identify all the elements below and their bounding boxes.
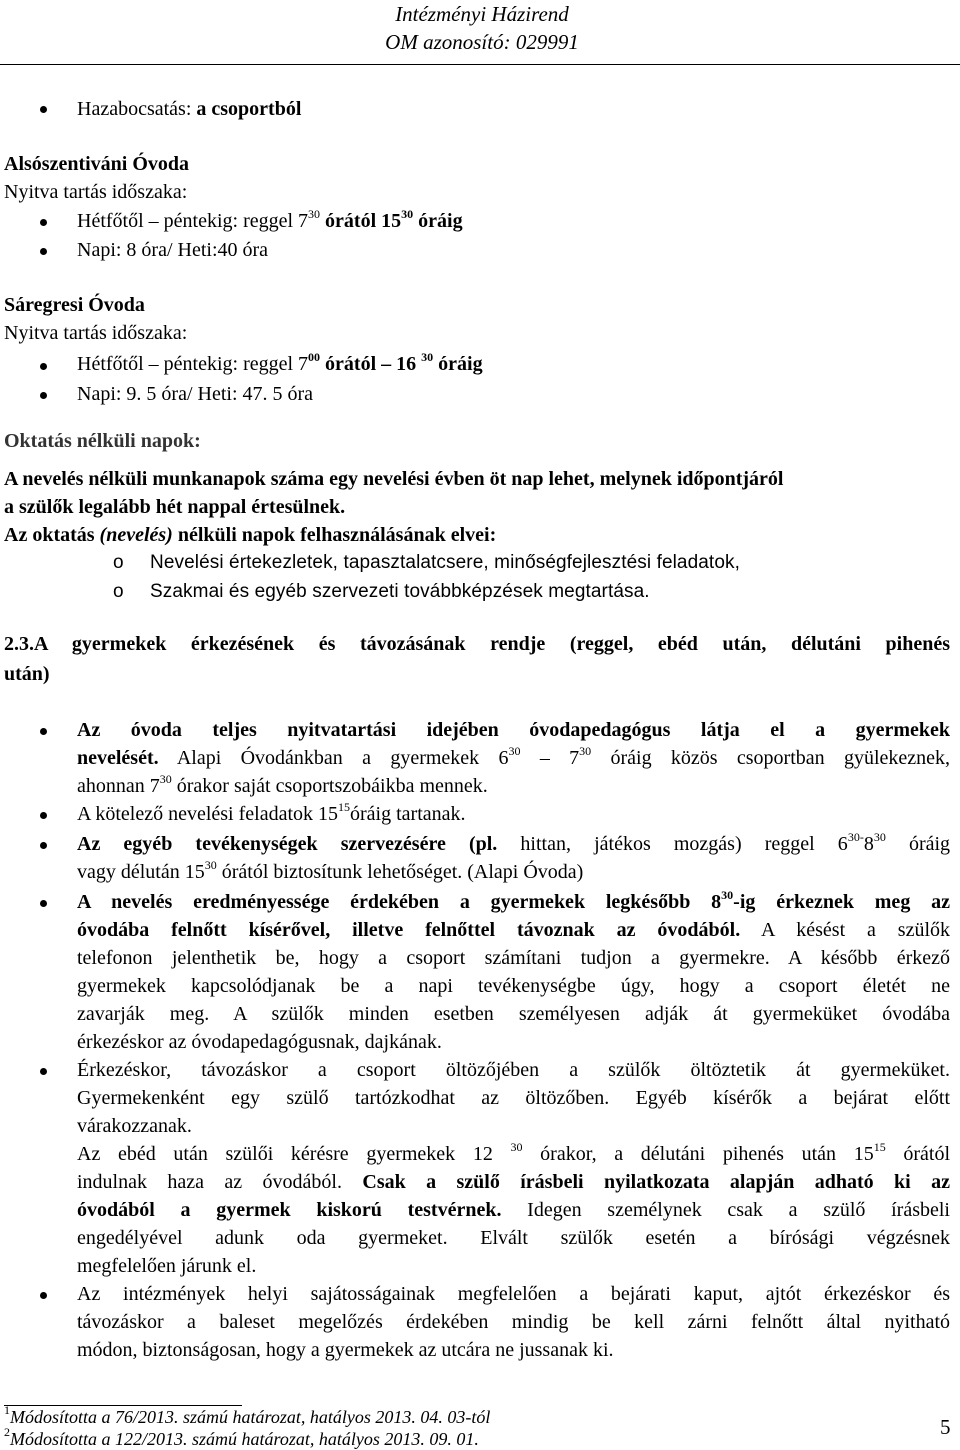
- s23-b2: A kötelező nevelési feladatok $15^{15}óráig$ tartanak.: [77, 800, 466, 825]
- s23-b5-line4: Az ebéd után szülői kérésre gyermekek 12 $^{30}$ órakor, a délutáni pihenés után $15^{15}$ órától: [77, 1140, 951, 1165]
- oktatas-para2: Az oktatás (nevelés) nélküli napok felhasználásának elvei:: [4, 524, 497, 546]
- bullet-icon: [40, 106, 47, 113]
- bullet-icon: [40, 842, 47, 849]
- s23-b5-line2: Gyermekenként egy szülő tartózkodhat az öltözőben. Egyéb kísérők a bejárat előtt: [77, 1087, 950, 1109]
- s23-b3-line1: Az egyéb tevékenységek szervezésére (pl. hittan, játékos mozgás) reggel $6^{30-}8^{30}$ óráig: [77, 830, 951, 855]
- alsoszentivani-weekly: Napi: 8 óra/ Heti:40 óra: [77, 239, 269, 261]
- section-2-3-title-line1: 2.3.A gyermekek érkezésének és távozásának rendje (reggel, ebéd után, délutáni pihenés: [4, 633, 950, 655]
- s23-b4-line2: óvodába felnőtt kísérővel, illetve felnőttel távoznak az óvodából. A késést a szülők: [77, 919, 951, 941]
- s23-b4-line4: gyermekek kapcsolódjanak be a napi tevékenységbe úgy, hogy a csoport életét ne: [77, 975, 950, 997]
- saregresi-weekly: Napi: 9. 5 óra/ Heti: 47. 5 óra: [77, 383, 314, 405]
- bullet-icon: [40, 812, 47, 819]
- hazabocsatas-item: Hazabocsatás: a csoportból: [77, 98, 302, 120]
- header-divider: [0, 64, 960, 65]
- bullet-icon: [40, 219, 47, 226]
- s23-b6-line1: Az intézmények helyi sajátosságainak megfelelően a bejárati kaput, ajtót érkezéskor és: [77, 1283, 950, 1305]
- s23-b5-line5: indulnak haza az óvodából. Csak a szülő írásbeli nyilatkozata alapján adható ki az: [77, 1171, 950, 1193]
- bullet-icon: [40, 248, 47, 255]
- s23-b4-line1: A nevelés eredményessége érdekében a gyermekek legkésőbb $8^{30}-ig$ érkeznek meg az: [77, 888, 951, 913]
- s23-b1-line2: nevelését. Alapi Óvodánkban a gyermekek $6^{30} - 7^{30}$ óráig közös csoportban gyülekeznek,: [77, 744, 951, 769]
- oktatas-item-1: Nevelési értekezletek, tapasztalatcsere, minőségfejlesztési feladatok,: [150, 552, 740, 573]
- bullet-icon: [40, 363, 47, 370]
- saregresi-subtitle: Nyitva tartás időszaka:: [4, 322, 188, 344]
- saregresi-hours: Hétfőtől – péntekig: reggel $7^{00}$ órától – 16 $^{30}$ óráig: [77, 350, 483, 375]
- section-2-3-title-line2: után): [4, 663, 50, 685]
- saregresi-title: Sáregresi Óvoda: [4, 294, 145, 316]
- header-om-id: OM azonosító: 029991: [385, 30, 579, 54]
- bullet-icon: [40, 900, 47, 907]
- s23-b1-line3: ahonnan $7^{30}$ órakor saját csoportszobáikba mennek.: [77, 772, 488, 797]
- s23-b4-line5: zavarják meg. A szülők minden esetben személyesen adják át gyermeküket óvodába: [77, 1003, 950, 1025]
- alsoszentivani-hours: Hétfőtől – péntekig: reggel $7^{30}$ órától $15^{30}$ óráig: [77, 207, 463, 232]
- s23-b6-line2: távozáskor a baleset megelőzés érdekében mindig be kell zárni felnőtt által nyitható: [77, 1311, 950, 1333]
- page-header: [367, 0, 597, 56]
- footnote-1: $^1$Módosította a 76/2013. számú határozat, hatályos 2013. 04. 03-tól: [4, 1403, 491, 1427]
- s23-b5-line1: Érkezéskor, távozáskor a csoport öltözőjében a szülők öltöztetik át gyermeküket.: [77, 1059, 950, 1081]
- header-title: Intézményi Házirend: [395, 2, 569, 26]
- alsoszentivani-title: Alsószentiváni Óvoda: [4, 153, 190, 175]
- oktatas-title: Oktatás nélküli napok:: [4, 430, 201, 452]
- page-number: 5: [940, 1415, 951, 1439]
- s23-b3-line2: vagy délután $15^{30}$ órától biztosítunk lehetőséget. (Alapi Óvoda): [77, 858, 584, 883]
- bullet-icon: [40, 728, 47, 735]
- o-bullet-icon: o: [113, 581, 124, 602]
- s23-b5-line7: engedélyével adunk oda gyermeket. Elvált szülők esetén a bírósági végzésnek: [77, 1227, 950, 1249]
- s23-b5-line8: megfelelően járunk el.: [77, 1255, 257, 1277]
- o-bullet-icon: o: [113, 552, 124, 573]
- s23-b4-line3: telefonon jelenthetik be, hogy a csoport számítani tudjon a gyermekre. A később érkező: [77, 947, 950, 969]
- alsoszentivani-subtitle: Nyitva tartás időszaka:: [4, 181, 188, 203]
- oktatas-para1-line1: A nevelés nélküli munkanapok száma egy nevelési évben öt nap lehet, melynek időpontjáról: [4, 468, 784, 490]
- footnote-2: $^2$Módosította a 122/2013. számú határozat, hatályos 2013. 09. 01.: [4, 1425, 479, 1449]
- bullet-icon: [40, 392, 47, 399]
- oktatas-para1-line2: a szülők legalább hét nappal értesülnek.: [4, 496, 346, 518]
- bullet-icon: [40, 1292, 47, 1299]
- oktatas-item-2: Szakmai és egyéb szervezeti továbbképzések megtartása.: [150, 581, 650, 602]
- s23-b1-line1: Az óvoda teljes nyitvatartási idejében óvodapedagógus látja el a gyermekek: [77, 719, 950, 741]
- s23-b6-line3: módon, biztonságosan, hogy a gyermekek az utcára ne jussanak ki.: [77, 1339, 614, 1361]
- bullet-icon: [40, 1068, 47, 1075]
- s23-b5-line3: várakozzanak.: [77, 1115, 192, 1137]
- s23-b4-line6: érkezéskor az óvodapedagógusnak, dajkának.: [77, 1031, 442, 1053]
- s23-b5-line6: óvodából a gyermek kiskorú testvérnek. Idegen személynek csak a szülő írásbeli: [77, 1199, 950, 1221]
